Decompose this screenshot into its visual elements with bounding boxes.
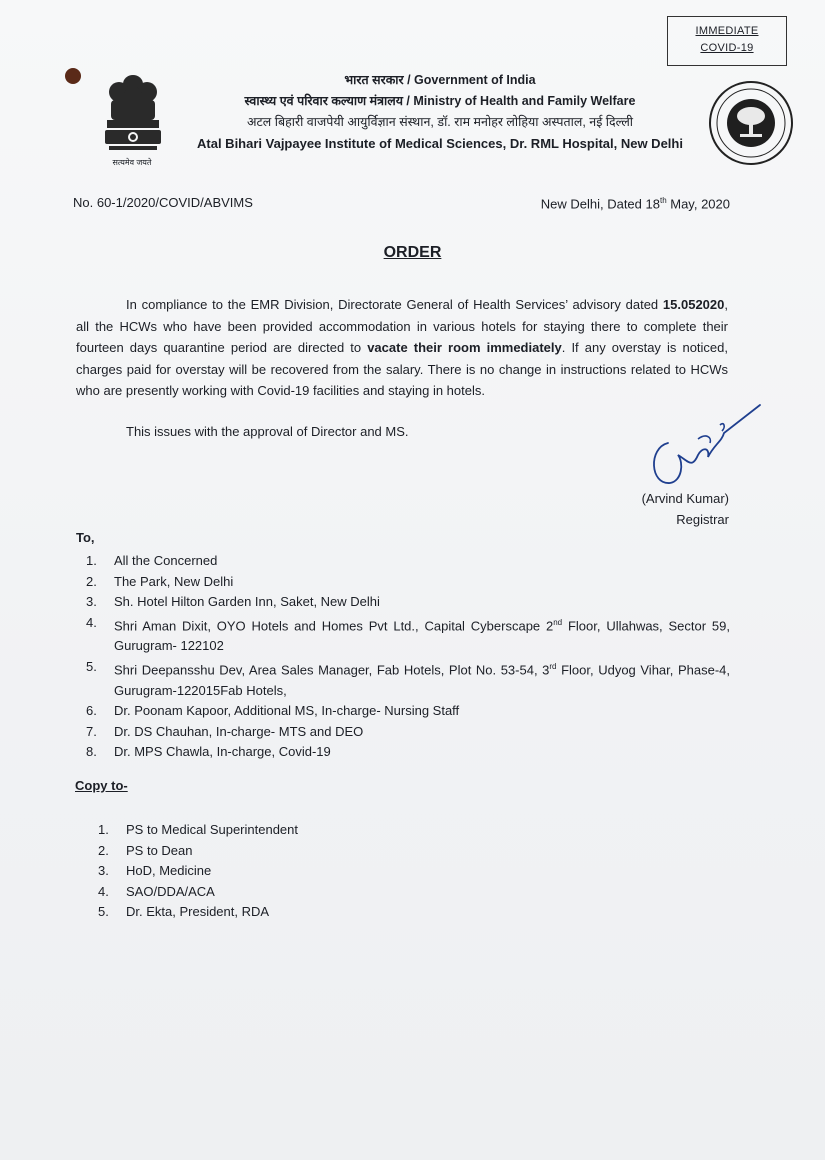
list-number: 5. <box>86 658 97 674</box>
list-number: 4. <box>86 614 97 630</box>
list-item <box>98 902 498 923</box>
order-body <box>76 294 728 402</box>
handwritten-signature <box>640 403 765 495</box>
signatory-name: (Arvind Kumar) <box>641 491 729 506</box>
stamp-line-1: IMMEDIATE <box>695 25 759 37</box>
copy-list <box>98 820 498 923</box>
copy-text: PS to Dean <box>126 842 193 858</box>
recipient-text: Sh. Hotel Hilton Garden Inn, Saket, New Delhi <box>114 594 380 609</box>
recipient-text-b: Floor, Udyog Vihar, Phase-4, Gurugram-122015Fab Hotels, <box>114 662 730 698</box>
recipient-text: The Park, New Delhi <box>114 573 234 589</box>
list-item <box>86 722 730 743</box>
recipient-sup: rd <box>549 661 557 671</box>
copy-text: HoD, Medicine <box>126 863 212 878</box>
immediate-covid-stamp <box>667 16 787 66</box>
emblem-caption: सत्यमेव जयते <box>112 158 152 167</box>
list-number: 5. <box>98 904 109 919</box>
recipient-text: Dr. MPS Chawla, In-charge, Covid-19 <box>114 744 331 760</box>
list-number: 3. <box>86 594 97 609</box>
recipient-text-b: Floor, Ullahwas, Sector 59, Gurugram- 122102 <box>114 617 730 654</box>
list-number: 1. <box>86 553 97 568</box>
signatory-designation: Registrar <box>676 512 729 527</box>
document-title: ORDER <box>383 244 442 261</box>
list-number: 6. <box>86 703 97 719</box>
list-item <box>86 701 730 722</box>
recipient-list <box>86 551 730 763</box>
list-item <box>98 882 498 903</box>
date-sup: th <box>659 196 667 205</box>
letterhead <box>180 70 700 154</box>
body-advisory-date: 15.052020 <box>662 297 725 312</box>
national-emblem-icon <box>97 70 169 168</box>
list-item <box>86 613 730 657</box>
recipient-text-a: Shri Aman Dixit, OYO Hotels and Homes Pvt Ltd., Capital Cyberscape 2 <box>114 617 554 633</box>
signatory-block <box>642 488 729 530</box>
list-number: 7. <box>86 723 97 739</box>
header-institute: Atal Bihari Vajpayee Institute of Medical Sciences, Dr. RML Hospital, New Delhi <box>197 136 683 151</box>
body-text-c: . If any overstay is noticed, charges paid for overstay will be recovered from the salary. There is no change in instructions related to HCWs who are presently working with Covid-19 facilities and staying in hotels. <box>76 340 729 398</box>
recipient-text: Dr. Poonam Kapoor, Additional MS, In-charge- Nursing Staff <box>114 703 460 719</box>
copy-text: PS to Medical Superintendent <box>126 822 298 837</box>
recipient-sup: nd <box>553 617 563 627</box>
stamp-line-2: COVID-19 <box>700 42 754 54</box>
list-number: 3. <box>98 863 109 878</box>
list-item <box>98 861 498 882</box>
copy-text: SAO/DDA/ACA <box>126 883 215 899</box>
body-text-b: , all the HCWs who have been provided accommodation in various hotels for staying there to complete their fourteen days quarantine period are directed to <box>76 297 728 355</box>
list-number: 2. <box>86 573 97 589</box>
list-item <box>86 592 730 613</box>
recipient-text: All the Concerned <box>114 553 218 568</box>
list-item <box>98 820 498 841</box>
recipient-text: Dr. DS Chauhan, In-charge- MTS and DEO <box>114 723 364 739</box>
ink-dot <box>65 68 81 84</box>
list-number: 2. <box>98 842 109 858</box>
list-number: 1. <box>98 822 109 837</box>
to-label: To, <box>76 530 95 545</box>
body-vacate-directive: vacate their room immediately <box>367 340 562 355</box>
approval-line: This issues with the approval of Director and MS. <box>126 424 409 439</box>
list-item <box>98 841 498 862</box>
list-number: 4. <box>98 883 109 899</box>
order-date <box>541 196 730 211</box>
list-item <box>86 551 730 572</box>
recipient-text-a: Shri Deepansshu Dev, Area Sales Manager, Fab Hotels, Plot No. 53-54, 3 <box>114 662 550 678</box>
copy-text: Dr. Ekta, President, RDA <box>126 904 270 919</box>
body-text-a: In compliance to the EMR Division, Directorate General of Health Services’ advisory dated <box>126 297 663 312</box>
recipient-text <box>114 613 730 657</box>
date-prefix: New Delhi, Dated 18 <box>540 196 660 212</box>
institute-seal-icon <box>708 80 794 166</box>
list-number: 8. <box>86 744 97 760</box>
list-item <box>86 657 730 701</box>
header-institute-hindi: अटल बिहारी वाजपेयी आयुर्विज्ञान संस्थान, डॉ. राम मनोहर लोहिया अस्पताल, नई दिल्ली <box>246 115 634 129</box>
date-suffix: May, 2020 <box>666 196 730 212</box>
list-item <box>86 742 730 763</box>
copy-to-label: Copy to- <box>75 778 128 793</box>
header-ministry: स्वास्थ्य एवं परिवार कल्याण मंत्रालय / Ministry of Health and Family Welfare <box>244 94 636 108</box>
recipient-text <box>114 657 730 701</box>
reference-number: No. 60-1/2020/COVID/ABVIMS <box>73 195 253 210</box>
header-govt: भारत सरकार / Government of India <box>344 73 536 87</box>
list-item <box>86 572 730 593</box>
